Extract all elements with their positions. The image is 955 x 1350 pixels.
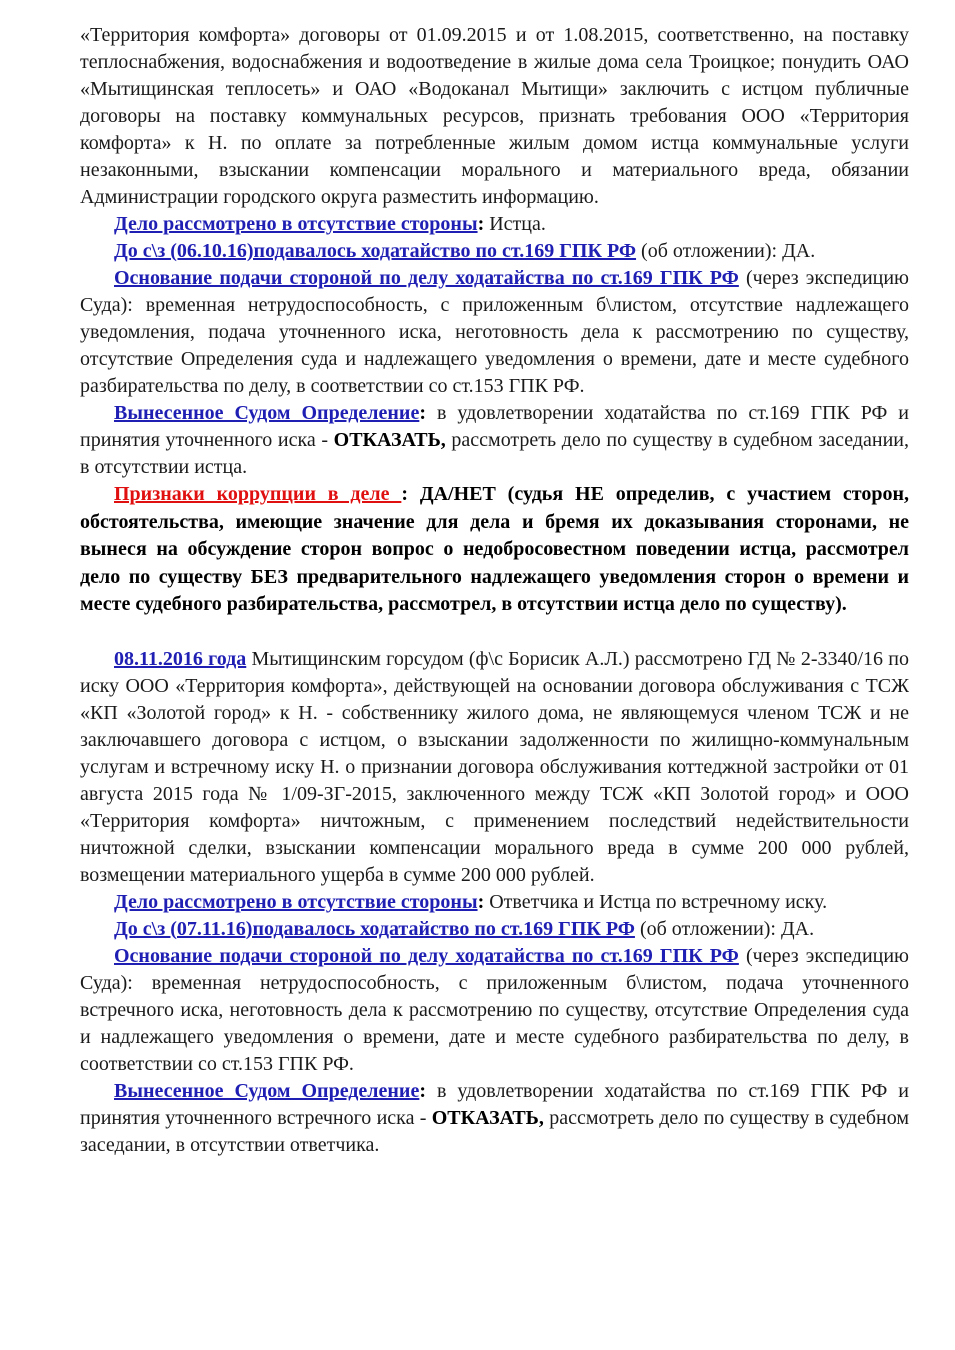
case1-absence-paragraph <box>80 211 909 238</box>
case1-intro-paragraph <box>80 22 909 211</box>
case1-basis-text: (через экспедицию Суда): временная нетрудоспособность, с приложенным б\листом, отсутствие надлежащего уведомления, подача уточненного иска, неготовность дела к рассмотрению по существу, отсутствие Определения суда и надлежащего уведомления о времени, дате и месте судебного разбирательства по делу, в соответствии со ст.153 ГПК РФ. <box>80 267 909 397</box>
case1-ruling-text-1: в удовлетворении ходатайства по ст.169 ГПК РФ и принятия уточненного иска - <box>80 402 909 451</box>
case1-absence-colon: : <box>477 213 485 235</box>
case1-motion-text: (об отложении): ДА. <box>636 240 816 262</box>
case2-motion-label: До с\з (07.11.16)подавалось ходатайство по ст.169 ГПК РФ <box>114 917 635 940</box>
case1-motion-paragraph <box>80 238 909 265</box>
case2-absence-colon: : <box>477 890 485 913</box>
case2-motion-text: (об отложении): ДА. <box>634 917 815 940</box>
case2-ruling-paragraph <box>80 1078 909 1159</box>
case2-intro-text: Мытищинским горсудом (ф\с Борисик А.Л.) рассмотрено ГД № 2-3340/16 по иску ООО «Территория комфорта», действующей на основании договора обслуживания с ТСЖ «КП «Золотой город» к Н. - собственнику жилого дома, не являющемуся членом ТСЖ и не заключавшего договора с истцом, о взыскании задолженности по жилищно-коммунальным услугам и встречному иску Н. о признании договора обслуживания коттеджной застройки от 01 августа 2015 года № 1/09-ЗГ-2015, заключенного между ТСЖ «КП Золотой город» и ООО «Территория комфорта» ничтожным, с применением последствий недействительности ничтожной сделки, взыскании компенсации морального вреда в сумме 200 000 рублей, возмещении материального ущерба в сумме 200 000 рублей. <box>80 647 909 886</box>
case2-basis-paragraph <box>80 943 909 1078</box>
case1-absence-text: Истца. <box>484 213 546 235</box>
case1-corruption-label: Признаки коррупции в деле <box>114 483 402 505</box>
case1-ruling-text-2: рассмотреть дело по существу в судебном заседании, в отсутствии истца. <box>80 429 909 478</box>
case2-ruling-text-2: рассмотреть дело по существу в судебном заседании, в отсутствии ответчика. <box>80 1106 909 1156</box>
case1-motion-label: До с\з (06.10.16)подавалось ходатайство по ст.169 ГПК РФ <box>114 240 637 262</box>
case1-ruling-label: Вынесенное Судом Определение <box>114 402 420 424</box>
case2-absence-label: Дело рассмотрено в отсутствие стороны <box>114 890 478 913</box>
case1-ruling-colon: : <box>419 402 426 424</box>
case1-corruption-colon: : <box>401 483 409 505</box>
case1-basis-label: Основание подачи стороной по делу ходатайства по ст.169 ГПК РФ <box>114 267 739 289</box>
case1-ruling-paragraph <box>80 400 909 481</box>
case2-motion-paragraph <box>80 916 909 943</box>
case1-intro-text: «Территория комфорта» договоры от 01.09.2015 и от 1.08.2015, соответственно, на поставку теплоснабжения, водоснабжения и водоотведение в жилые дома села Троицкое; понудить ОАО «Мытищинская теплосеть» и ОАО «Водоканал Мытищи» заключить с истцом публичные договоры на поставку коммунальных ресурсов, признать требования ООО «Территория комфорта» к Н. по оплате за потребленные жилым домом истца коммунальные услуги незаконными, взыскании компенсации морального и материального вреда, обязании Администрации городского округа разместить информацию. <box>80 24 909 208</box>
case1-basis-paragraph <box>80 265 909 400</box>
case2-ruling-text-1: в удовлетворении ходатайства по ст.169 ГПК РФ и принятия уточненного встречного иска - <box>80 1079 909 1129</box>
case2-absence-paragraph <box>80 889 909 916</box>
case2-absence-text: Ответчика и Истца по встречному иску. <box>484 890 828 913</box>
paragraph-gap <box>80 619 909 646</box>
case2-date: 08.11.2016 года <box>114 647 247 670</box>
case2-ruling-colon: : <box>419 1079 426 1102</box>
case2-basis-text: (через экспедицию Суда): временная нетрудоспособность, с приложенным б\листом, подача уточненного встречного иска, неготовность дела к рассмотрению по существу, отсутствие Определения суда и надлежащего уведомления о времени, дате и месте судебного разбирательства по делу, в соответствии со ст.153 ГПК РФ. <box>80 944 909 1075</box>
case1-ruling-decision: ОТКАЗАТЬ, <box>333 429 446 451</box>
case2-intro-paragraph <box>80 646 909 889</box>
case1-corruption-paragraph <box>80 481 909 619</box>
case2-basis-label: Основание подачи стороной по делу ходатайства по ст.169 ГПК РФ <box>114 944 739 967</box>
case2-ruling-decision: ОТКАЗАТЬ, <box>431 1106 544 1129</box>
case1-absence-label: Дело рассмотрено в отсутствие стороны <box>114 213 478 235</box>
case2-ruling-label: Вынесенное Судом Определение <box>114 1079 420 1102</box>
case1-corruption-text: ДА/НЕТ (судья НЕ определив, с участием сторон, обстоятельства, имеющие значение для дела и бремя их доказывания сторонами, не вынеся на обсуждение сторон вопрос о недобросовестном поведении истца, рассмотрел дело по существу БЕЗ предварительного надлежащего уведомления сторон о времени и месте судебного разбирательства, рассмотрел, в отсутствии истца дело по существу). <box>80 483 910 615</box>
